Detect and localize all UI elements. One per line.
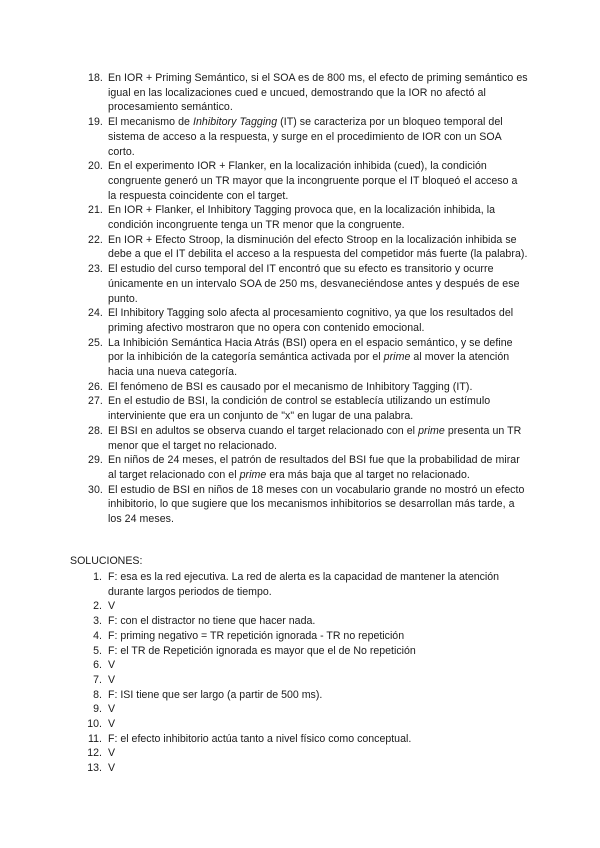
solution-text: V — [108, 762, 116, 775]
question-text-segment: En el experimento IOR + Flanker, en la localización inhibida (cued), la condición congruente generó un TR mayor que la incongruente porque el IT bloqueó el acceso a la respuesta coincidente con el target. — [108, 160, 518, 202]
question-number: 21. — [88, 204, 103, 217]
question-item — [88, 424, 528, 453]
solution-item — [88, 644, 528, 659]
solution-number: 9. — [93, 703, 102, 716]
solution-number: 5. — [93, 644, 102, 657]
solution-number: 4. — [93, 629, 102, 642]
question-item — [88, 233, 528, 262]
question-text — [108, 454, 520, 481]
question-item — [88, 453, 528, 482]
solution-text: V — [108, 718, 116, 731]
solution-number: 3. — [93, 615, 102, 628]
question-item — [88, 71, 528, 115]
question-text-segment: El estudio de BSI en niños de 18 meses con un vocabulario grande no mostró un efecto inhibitorio, lo que sugiere que los mecanismos inhibitorios se desarrollan más tarde, a los 24 meses. — [108, 483, 525, 526]
question-text-italic: Inhibitory Tagging — [193, 116, 278, 129]
question-number: 20. — [88, 160, 103, 173]
question-item — [88, 115, 528, 159]
solutions-list — [88, 570, 528, 776]
solution-item — [88, 673, 528, 688]
solution-text: F: el efecto inhibitorio actúa tanto a nivel físico como conceptual. — [108, 732, 412, 745]
question-text-segment: El estudio del curso temporal del IT encontró que su efecto es transitorio y ocurre únicamente en un intervalo SOA de 250 ms, desvaneciéndose antes y después de ese punto. — [108, 263, 520, 305]
question-text — [108, 381, 472, 393]
question-number: 29. — [88, 454, 103, 467]
solution-text: V — [108, 703, 116, 716]
question-item — [88, 483, 528, 527]
question-text-segment: En IOR + Priming Semántico, si el SOA es de 800 ms, el efecto de priming semántico es igual en las localizaciones cued e uncued, demostrando que la IOR no afectó al procesamiento semántico. — [108, 72, 528, 114]
question-text-italic: prime — [418, 424, 445, 437]
solution-text: F: priming negativo = TR repetición ignorada - TR no repetición — [108, 629, 405, 642]
question-item — [88, 262, 528, 306]
solution-number: 10. — [87, 718, 102, 731]
solution-text: V — [108, 659, 116, 672]
question-text-segment: En el estudio de BSI, la condición de control se establecía utilizando un estímulo interviniente que era un conjunto de "x" en lugar de una palabra. — [108, 395, 491, 423]
solution-text: F: esa es la red ejecutiva. La red de alerta es la capacidad de mantener la atención durante largos periodos de tiempo. — [108, 571, 500, 598]
solution-number: 1. — [93, 571, 102, 583]
question-text-italic: prime — [383, 351, 411, 364]
question-text-segment: En IOR + Flanker, el Inhibitory Tagging provoca que, en la localización inhibida, la condición incongruente tenga un TR menor que la congruente. — [108, 204, 496, 232]
question-text — [108, 307, 513, 334]
question-text — [108, 425, 521, 452]
question-text-segment: presenta un TR menor que el target no relacionado. — [108, 424, 522, 452]
question-text-segment: En niños de 24 meses, el patrón de resultados del BSI fue que la probabilidad de mirar al target relacionado con el — [108, 454, 520, 481]
question-item — [88, 306, 528, 335]
solutions-title: SOLUCIONES: — [70, 555, 143, 567]
solution-item — [88, 732, 528, 747]
question-number: 26. — [88, 380, 103, 393]
solution-number: 13. — [87, 762, 102, 775]
solution-item — [88, 761, 528, 776]
question-item — [88, 394, 528, 423]
question-item — [88, 380, 528, 395]
question-number: 19. — [88, 116, 103, 129]
question-text-segment: En IOR + Efecto Stroop, la disminución del efecto Stroop en la localización inhibida se debe a que el IT debilita el acceso a la respuesta del competidor más fuerte (la palabra). — [108, 233, 528, 261]
solution-number: 12. — [87, 747, 102, 760]
solution-number: 6. — [93, 659, 102, 672]
question-number: 30. — [88, 483, 103, 496]
question-text — [108, 395, 490, 422]
question-text-segment: al mover la atención hacia una nueva categoría. — [108, 351, 510, 379]
solution-item — [88, 702, 528, 717]
solution-text: V — [108, 747, 116, 760]
question-number: 18. — [88, 72, 103, 84]
question-text — [108, 160, 518, 201]
solution-item — [88, 717, 528, 732]
question-number: 25. — [88, 336, 103, 349]
question-text-italic: prime — [239, 468, 267, 481]
question-item — [88, 159, 528, 203]
solution-text: V — [108, 673, 116, 686]
solution-text: V — [108, 600, 116, 613]
question-text-segment: El fenómeno de BSI es causado por el mecanismo de Inhibitory Tagging (IT). — [108, 380, 473, 393]
question-text-segment: (IT) se caracteriza por un bloqueo temporal del sistema de acceso a la respuesta, y surge en el procedimiento de IOR con un SOA corto. — [108, 116, 503, 158]
solution-number: 11. — [88, 732, 102, 745]
solution-item — [88, 570, 528, 599]
question-list — [88, 71, 528, 527]
solution-item — [88, 629, 528, 644]
question-number: 23. — [88, 263, 103, 276]
solution-number: 7. — [93, 673, 102, 686]
question-text-segment: era más baja que al target no relacionado. — [266, 468, 470, 481]
question-text — [108, 263, 520, 304]
solution-text: F: ISI tiene que ser largo (a partir de 500 ms). — [108, 688, 323, 701]
solution-item — [88, 746, 528, 761]
question-item — [88, 336, 528, 380]
question-text — [108, 204, 495, 231]
solution-number: 2. — [93, 600, 102, 613]
solution-item — [88, 688, 528, 703]
question-number: 22. — [88, 233, 103, 246]
question-number: 27. — [88, 395, 103, 408]
question-text — [108, 484, 524, 525]
solution-text: F: el TR de Repetición ignorada es mayor que el de No repetición — [108, 644, 416, 657]
question-text — [108, 234, 527, 261]
solution-item — [88, 658, 528, 673]
question-number: 24. — [88, 307, 103, 320]
question-text-segment: El mecanismo de — [108, 116, 193, 129]
solution-text: F: con el distractor no tiene que hacer nada. — [108, 615, 316, 628]
question-text — [108, 116, 503, 157]
solution-item — [88, 614, 528, 629]
question-number: 28. — [88, 424, 103, 437]
question-text-segment: El Inhibitory Tagging solo afecta al procesamiento cognitivo, ya que los resultados del priming afectivo mostraron que no opera con contenido emocional. — [108, 307, 514, 334]
question-text-segment: El BSI en adultos se observa cuando el target relacionado con el — [108, 424, 419, 437]
question-text — [108, 72, 528, 113]
solution-number: 8. — [93, 688, 102, 701]
question-text — [108, 337, 513, 378]
question-text-segment: La Inhibición Semántica Hacia Atrás (BSI) opera en el espacio semántico, y se define por la inhibición de la categoría semántica activada por el — [108, 336, 513, 364]
question-item — [88, 203, 528, 232]
solution-item — [88, 599, 528, 614]
